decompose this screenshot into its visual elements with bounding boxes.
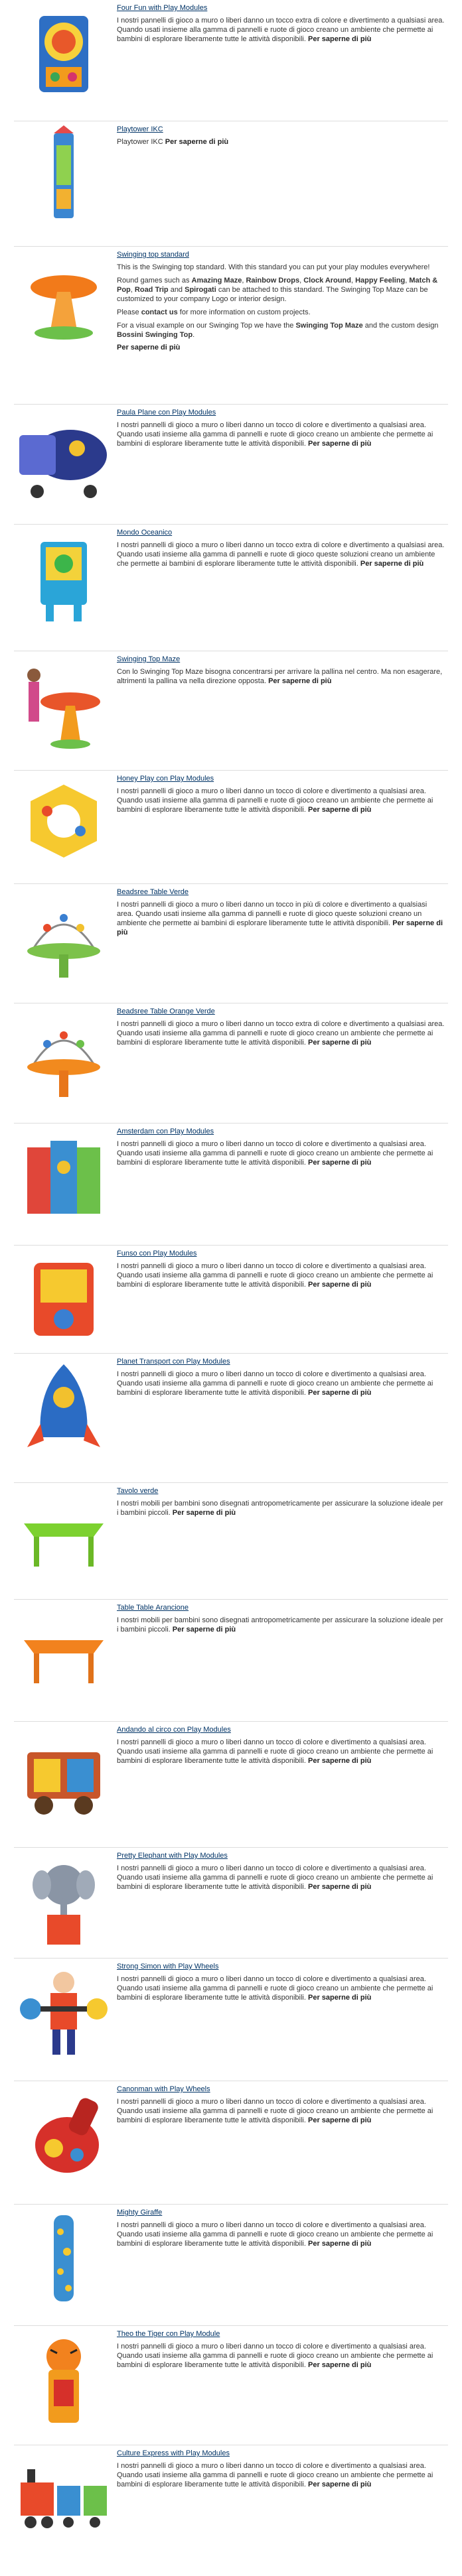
product-item	[14, 2445, 448, 2549]
product-item	[14, 1600, 448, 1722]
funso-icon[interactable]	[14, 1250, 114, 1349]
more-link[interactable]: Per saperne di più	[360, 560, 424, 568]
product-title[interactable]: Table Tablе Arancione	[117, 1604, 189, 1612]
product-title[interactable]: Funso con Play Modules	[117, 1250, 197, 1257]
product-description: I nostri pannelli di gioco a muro o liberi danno un tocco di colore e divertimento a qualsiasi area. Quando usati insieme alla gamma di pannelli e ruote di gioco creano un ambiente che permette ai bambini di esplorare liberamente tutte le attività disponibili. Per saperne di più	[117, 1738, 433, 1765]
more-link[interactable]: Per saperne di più	[117, 919, 443, 936]
product-description: I nostri pannelli di gioco a muro o liberi danno un tocco di colore e divertimento a qualsiasi area. Quando usati insieme alla gamma di pannelli e ruote di gioco creano un ambiente che permette ai bambini di esplorare liberamente tutte le attività disponibili. Per saperne di più	[117, 1262, 433, 1289]
product-item	[14, 1124, 448, 1246]
product-item	[14, 1003, 448, 1124]
product-title[interactable]: Four Fun with Play Modules	[117, 4, 208, 12]
product-description: I nostri mobili per bambini sono disegnati antropometricamente per assicurare la soluzione ideale per i bambini piccoli. Per saperne di più	[117, 1616, 443, 1634]
plane-icon[interactable]	[14, 409, 114, 508]
product-description: I nostri pannelli di gioco a muro o liberi danno un tocco extra di colore e divertimento a qualsiasi area. Quando usati insieme alla gamma di pannelli e ruote di gioco creano un ambiente che permette ai bambini di esplorare liberamente tutte le attività disponibili. Per saperne di più	[117, 1020, 445, 1047]
product-title[interactable]: Swinging top standard	[117, 251, 189, 259]
contact-link[interactable]: contact us	[141, 308, 178, 316]
product-item	[14, 1246, 448, 1354]
more-link[interactable]: Per saperne di più	[308, 2240, 372, 2248]
product-title[interactable]: Canonman with Play Wheels	[117, 2085, 210, 2093]
more-link[interactable]: Per saperne di più	[172, 1509, 236, 1517]
product-title[interactable]: Mighty Giraffe	[117, 2209, 163, 2217]
more-link[interactable]: Per saperne di più	[308, 440, 372, 448]
product-lead: This is the Swinging top standard. With this standard you can put your play modules everywhere!	[117, 263, 430, 271]
product-item	[14, 247, 448, 405]
tiger-icon[interactable]	[14, 2330, 114, 2429]
product-description: Playtower IKC Per saperne di più	[117, 138, 229, 146]
product-title[interactable]: Honey Play con Play Modules	[117, 775, 214, 783]
more-link[interactable]: Per saperne di più	[117, 344, 181, 352]
product-description: I nostri pannelli di gioco a muro o liberi danno un tocco di colore e divertimento a qualsiasi area. Quando usati insieme alla gamma di pannelli e ruote di gioco creano un ambiente che permette ai bambini di esplorare liberamente tutte le attività disponibili. Per saperne di più	[117, 1864, 433, 1891]
product-item	[14, 1722, 448, 1848]
product-description: I nostri pannelli di gioco a muro o liberi danno un tocco di colore e divertimento a qualsiasi area. Quando usati insieme alla gamma di pannelli e ruote di gioco creano un ambiente che permette ai bambini di esplorare liberamente tutte le attività disponibili. Per saperne di più	[117, 421, 433, 448]
four-fun-icon[interactable]	[14, 4, 114, 103]
product-title[interactable]: Paula Plane con Play Modules	[117, 409, 216, 417]
product-title[interactable]: Beadsree Table Verde	[117, 888, 189, 896]
more-link[interactable]: Per saperne di più	[308, 806, 372, 814]
product-description: I nostri pannelli di gioco a muro o liberi danno un tocco di colore e divertimento a qualsiasi area. Quando usati insieme alla gamma di pannelli e ruote di gioco creano un ambiente che permette ai bambini di esplorare liberamente tutte le attività disponibili. Per saperne di più	[117, 2343, 433, 2369]
product-title[interactable]: Amsterdam con Play Modules	[117, 1127, 214, 1135]
more-line	[117, 344, 445, 352]
beads-green-icon[interactable]	[14, 888, 114, 988]
product-description: I nostri pannelli di gioco a muro o liberi danno un tocco di colore e divertimento a qualsiasi area. Quando usati insieme alla gamma di pannelli e ruote di gioco creano un ambiente che permette ai bambini di esplorare liberamente tutte le attività disponibili. Per saperne di più	[117, 787, 433, 814]
product-description: I nostri pannelli di gioco a muro o liberi danno un tocco di colore e divertimento a qualsiasi area. Quando usati insieme alla gamma di pannelli e ruote di gioco creano un ambiente che permette ai bambini di esplorare liberamente tutte le attività disponibili. Per saperne di più	[117, 2221, 433, 2248]
product-item	[14, 121, 448, 247]
beads-orange-icon[interactable]	[14, 1007, 114, 1107]
product-title[interactable]: Swinging Top Maze	[117, 655, 181, 663]
product-description: I nostri pannelli di gioco a muro o liberi danno un tocco di colore e divertimento a qualsiasi area. Quando usati insieme alla gamma di pannelli e ruote di gioco creano un ambiente che permette ai bambini di esplorare liberamente tutte le attività disponibili. Per saperne di più	[117, 1370, 433, 1397]
rocket-icon[interactable]	[14, 1358, 114, 1457]
ocean-icon[interactable]	[14, 529, 114, 628]
table-green-icon[interactable]	[14, 1487, 114, 1586]
playtower-icon[interactable]	[14, 125, 114, 225]
product-item	[14, 405, 448, 525]
product-description: I nostri pannelli di gioco a muro o liberi danno un tocco di colore e divertimento a qualsiasi area. Quando usati insieme alla gamma di pannelli e ruote di gioco creano un ambiente che permette ai bambini di esplorare liberamente tutte le attività disponibili. Per saperne di più	[117, 1975, 433, 2002]
product-item	[14, 2081, 448, 2205]
product-title[interactable]: Theo the Tiger con Play Module	[117, 2330, 220, 2338]
giraffe-icon[interactable]	[14, 2209, 114, 2308]
more-link[interactable]: Per saperne di più	[308, 1389, 372, 1397]
example-paragraph: For a visual example on our Swinging Top we have the Swinging Top Maze and the custom design Bossini Swinging Top.	[117, 322, 439, 339]
product-title[interactable]: Beadsree Table Orange Verde	[117, 1007, 215, 1015]
cannon-icon[interactable]	[14, 2085, 114, 2185]
product-item	[14, 1354, 448, 1483]
more-link[interactable]: Per saperne di più	[308, 1039, 372, 1047]
product-title[interactable]: Playtower IKC	[117, 125, 163, 133]
product-item	[14, 0, 448, 121]
product-item	[14, 2326, 448, 2445]
product-description: I nostri mobili per bambini sono disegnati antropometricamente per assicurare la soluzione ideale per i bambini piccoli. Per saperne di più	[117, 1500, 443, 1517]
product-description: I nostri pannelli di gioco a muro o liberi danno un tocco extra di colore e divertimento a qualsiasi area. Quando usati insieme alla gamma di pannelli e ruote di gioco queste soluzioni creano un ambiente che permette ai bambini di esplorare liberamente tutte le attività disponibili. Per saperne di più	[117, 541, 445, 568]
maze-icon[interactable]	[14, 655, 114, 755]
product-item	[14, 1959, 448, 2081]
product-description: I nostri pannelli di gioco a muro o liberi danno un tocco in più di colore e divertimento a qualsiasi area. Quando usati insieme alla gamma di pannelli e ruote di gioco queste soluzioni creano un ambiente che permette ai bambini di esplorare liberamente tutte le attività disponibili. Per saperne di più	[117, 901, 443, 936]
product-description: I nostri pannelli di gioco a muro o liberi danno un tocco di colore e divertimento a qualsiasi area. Quando usati insieme alla gamma di pannelli e ruote di gioco creano un ambiente che permette ai bambini di esplorare liberamente tutte le attività disponibili. Per saperne di più	[117, 2098, 433, 2124]
product-title[interactable]: Mondo Oceanico	[117, 529, 173, 537]
more-link[interactable]: Per saperne di più	[308, 2116, 372, 2124]
contact-paragraph: Please contact us for more information on custom projects.	[117, 308, 311, 316]
table-orange-icon[interactable]	[14, 1604, 114, 1703]
more-link[interactable]: Per saperne di più	[172, 1626, 236, 1634]
more-link[interactable]: Per saperne di più	[308, 2480, 372, 2488]
more-link[interactable]: Per saperne di più	[308, 1757, 372, 1765]
product-title[interactable]: Pretty Elephant with Play Modules	[117, 1852, 228, 1860]
honey-icon[interactable]	[14, 775, 114, 874]
product-description: Con lo Swinging Top Maze bisogna concentrarsi per arrivare la pallina nel centro. Ma non esagerare, altrimenti la pallina va nella direzione opposta. Per saperne di più	[117, 668, 443, 685]
product-item	[14, 771, 448, 884]
product-item	[14, 1848, 448, 1959]
product-title[interactable]: Tavolo verde	[117, 1487, 159, 1495]
product-description: I nostri pannelli di gioco a muro o liberi danno un tocco di colore e divertimento a qualsiasi area. Quando usati insieme alla gamma di pannelli e ruote di gioco creano un ambiente che permette ai bambini di esplorare liberamente tutte le attività disponibili. Per saperne di più	[117, 2462, 433, 2488]
more-link[interactable]: Per saperne di più	[308, 1159, 372, 1167]
product-title[interactable]: Andando al circo con Play Modules	[117, 1726, 231, 1734]
swinging-top-icon[interactable]	[14, 251, 114, 350]
product-item	[14, 651, 448, 771]
product-description: I nostri pannelli di gioco a muro o liberi danno un tocco extra di colore e divertimento a qualsiasi area. Quando usati insieme alla gamma di pannelli e ruote di gioco creano un ambiente che permette ai bambini di esplorare liberamente tutte le attività disponibili. Per saperne di più	[117, 17, 445, 43]
amsterdam-icon[interactable]	[14, 1127, 114, 1227]
product-item	[14, 1483, 448, 1600]
product-title[interactable]: Culture Express with Play Modules	[117, 2449, 230, 2457]
product-item	[14, 884, 448, 1003]
product-title[interactable]: Strong Simon with Play Wheels	[117, 1963, 219, 1970]
elephant-icon[interactable]	[14, 1852, 114, 1951]
strongman-icon[interactable]	[14, 1963, 114, 2062]
more-link[interactable]: Per saperne di più	[268, 677, 332, 685]
more-link[interactable]: Per saperne di più	[165, 138, 229, 146]
more-link[interactable]: Per saperne di più	[308, 1281, 372, 1289]
more-link[interactable]: Per saperne di più	[308, 2361, 372, 2369]
more-link[interactable]: Per saperne di più	[308, 35, 372, 43]
product-item	[14, 525, 448, 651]
more-link[interactable]: Per saperne di più	[308, 1883, 372, 1891]
product-title[interactable]: Planet Transport con Play Modules	[117, 1358, 230, 1366]
product-item	[14, 2205, 448, 2326]
more-link[interactable]: Per saperne di più	[308, 1994, 372, 2002]
circus-wagon-icon[interactable]	[14, 1726, 114, 1825]
train-icon[interactable]	[14, 2449, 114, 2549]
product-description: Round games such as Amazing Maze, Rainbow Drops, Clock Around, Happy Feeling, Match & Pop, Road Trip and Spirogati can be attached to this standard. The Swinging Top Maze can be customized to your company Logo or interior design.	[117, 277, 438, 303]
product-description: I nostri pannelli di gioco a muro o liberi danno un tocco di colore e divertimento a qualsiasi area. Quando usati insieme alla gamma di pannelli e ruote di gioco creano un ambiente che permette ai bambini di esplorare liberamente tutte le attività disponibili. Per saperne di più	[117, 1140, 433, 1167]
